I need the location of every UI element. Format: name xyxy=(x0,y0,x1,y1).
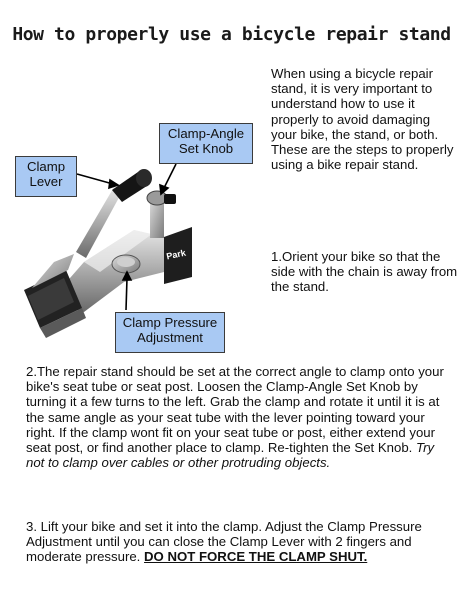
step-1-text: 1.Orient your bike so that the side with the chain is away from the stand. xyxy=(271,249,458,295)
step-3-text xyxy=(26,519,456,565)
clamp-jaws xyxy=(24,254,86,338)
brand-mark: Park xyxy=(165,247,187,262)
intro-paragraph: When using a bicycle repair stand, it is very important to understand how to use it properly to avoid damaging your bike, the stand, or both. These are the steps to properly using a bike repair stand. xyxy=(271,66,454,173)
clamp-lever-label: Clamp Lever xyxy=(15,156,77,197)
stand-tube xyxy=(164,227,192,284)
clamp-angle-knob xyxy=(147,191,176,238)
step-2-text xyxy=(26,364,456,470)
step-2-note: Try not to clamp over cables or other protruding objects. xyxy=(26,440,435,471)
clamp-angle-set-knob-label: Clamp-Angle Set Knob xyxy=(159,123,253,164)
step-3-warning: DO NOT FORCE THE CLAMP SHUT. xyxy=(144,549,368,565)
clamp-pressure-adjustment-label: Clamp Pressure Adjustment xyxy=(115,312,225,353)
page-title: How to properly use a bicycle repair stand xyxy=(12,24,451,45)
step-2-main: 2.The repair stand should be set at the correct angle to clamp onto your bike's seat tube or seat post. Loosen the Clamp-Angle Set Knob by turning it a few turns to the left. Grab the clamp and rotate it until it is at the same angle as your seat tube with the lever pointing toward your right. If the clamp wont fit on your seat tube or post, either extend your seat post, or find another place to clamp. Re-tighten the Set Knob. xyxy=(26,364,444,456)
clamp-pressure-knob xyxy=(112,255,140,273)
step-3-main: 3. Lift your bike and set it into the clamp. Adjust the Clamp Pressure Adjustment until you can close the Clamp Lever with 2 fingers and moderate pressure. xyxy=(26,519,422,565)
